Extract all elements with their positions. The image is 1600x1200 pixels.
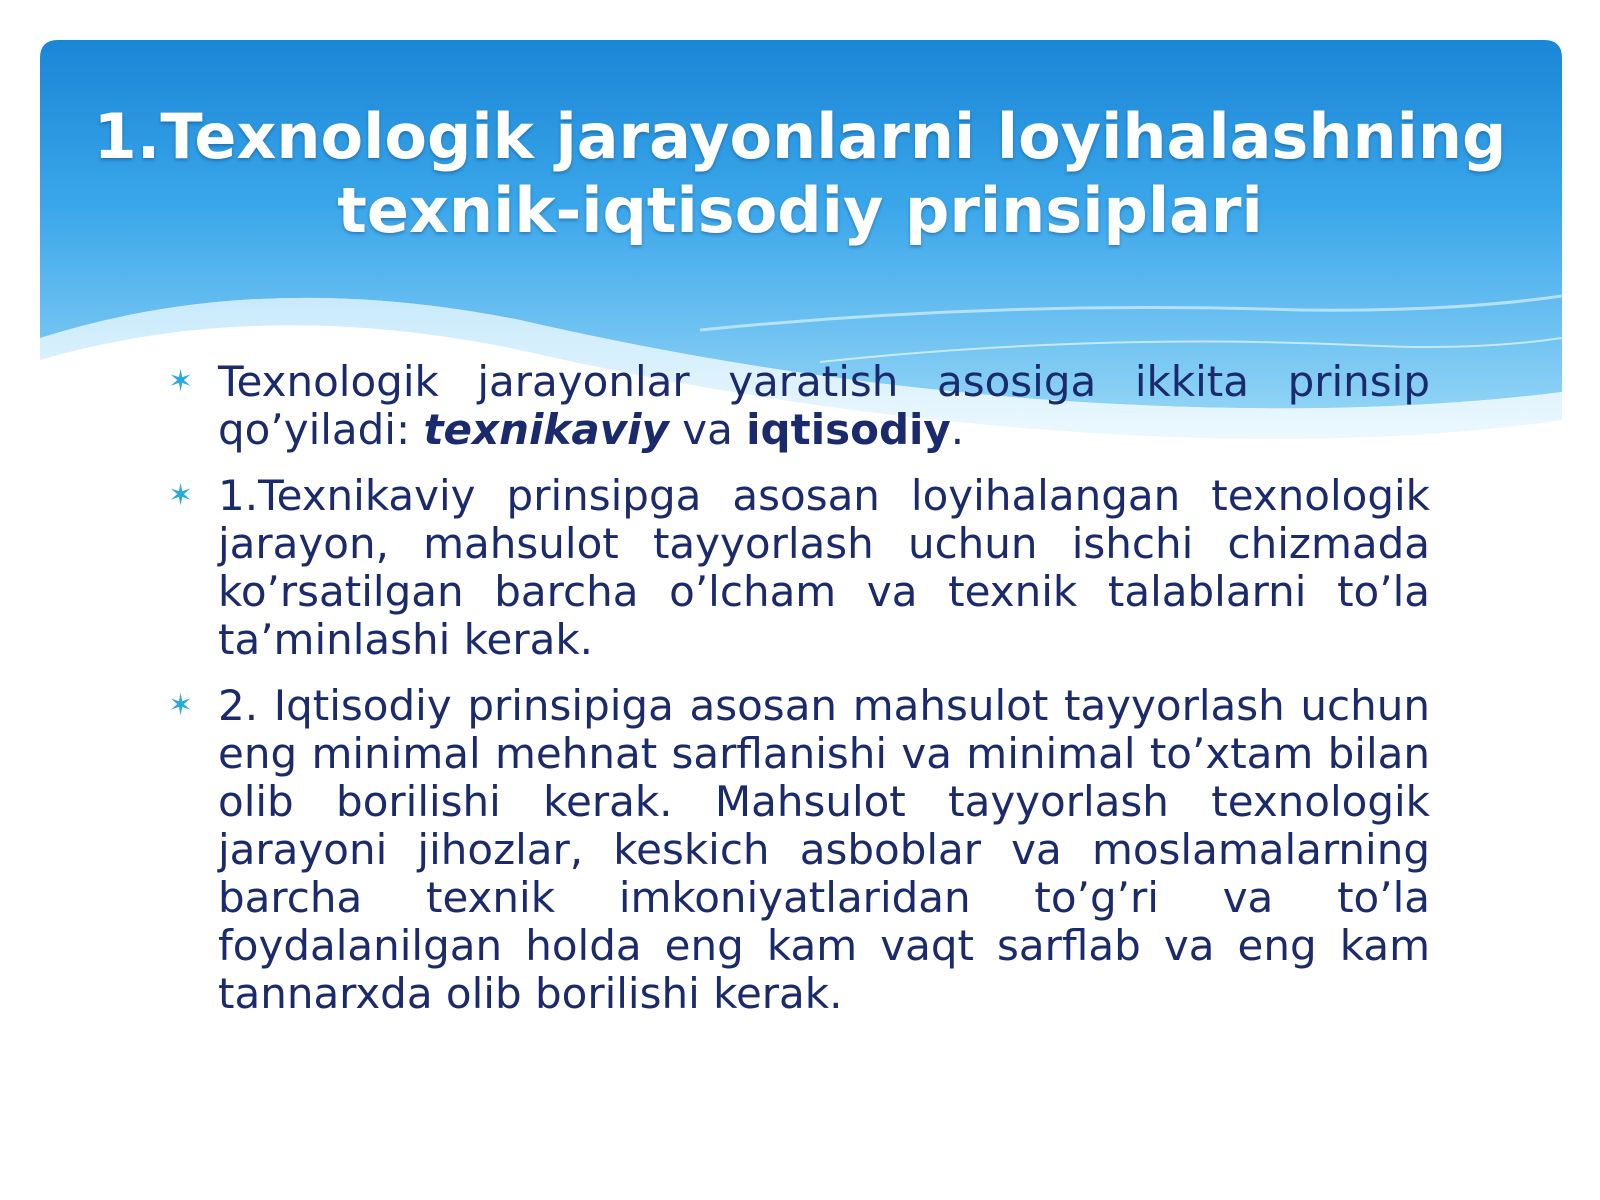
title-line-2: texnik-iqtisodiy prinsiplari [337,174,1263,247]
bullet-item [168,472,1430,664]
bullet-text: 2. Iqtisodiy prinsipiga asosan mahsulot tayyorlash uchun eng minimal mehnat sarflanishi va minimal to’xtam bilan olib borilishi kerak. Mahsulot tayyorlash texnologik jarayoni jihozlar, keskich asboblar va moslamalarning barcha texnik imkoniyatlaridan to’g’ri va to’la foydalanilgan holda eng kam vaqt sarflab va eng kam tannarxda olib borilishi kerak. [218,681,1430,1018]
bullet-text: Texnologik jarayonlar yaratish asosiga ikkita prinsip qo’yiladi: texnikaviy va iqtisodiy. [218,357,1430,454]
bullet-text: 1.Texnikaviy prinsipga asosan loyihalangan texnologik jarayon, mahsulot tayyorlash uchun ishchi chizmada ko’rsatilgan barcha o’lcham va texnik talablarni to’la ta’minlashi kerak. [218,471,1430,664]
bullet-item [168,682,1430,1018]
bullet-list [168,358,1430,1036]
emphasis-iqtisodiy: iqtisodiy [746,405,951,454]
emphasis-texnikaviy: texnikaviy [423,405,669,454]
bullet-item [168,358,1430,454]
title-line-1: 1.Texnologik jarayonlarni loyihalashning [93,100,1507,173]
asterisk-bullet-icon: ✶ [168,478,194,513]
slide-title [60,100,1540,248]
asterisk-bullet-icon: ✶ [168,364,194,399]
asterisk-bullet-icon: ✶ [168,688,194,723]
